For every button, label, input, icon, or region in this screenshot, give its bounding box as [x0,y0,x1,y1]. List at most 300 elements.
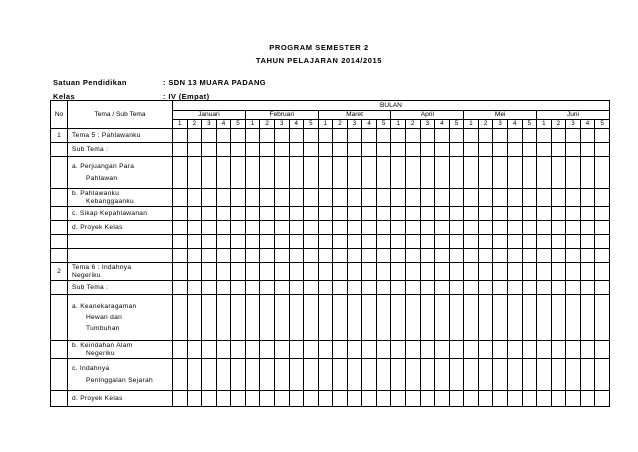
tema-line: a. Perjuangan Para [72,163,135,171]
week-cell [566,341,581,359]
week-cell [347,249,362,263]
row-number: 2 [51,263,68,281]
header-week: 3 [347,120,362,129]
week-cell [391,359,406,391]
week-cell [507,341,522,359]
week-cell [595,249,610,263]
tema-line: c. Indahnya [72,365,110,373]
table-row [51,157,610,189]
week-cell [187,391,202,407]
week-cell [391,281,406,295]
week-cell [507,359,522,391]
week-cell [464,391,479,407]
tema-line: Kebanggaanku [86,197,134,205]
week-cell [216,129,231,143]
week-cell [362,157,377,189]
week-cell [347,341,362,359]
table-row [51,129,610,143]
week-cell [595,143,610,157]
week-cell [333,157,348,189]
week-cell [551,391,566,407]
week-cell [289,129,304,143]
row-number [51,249,68,263]
week-cell [478,341,493,359]
week-cell [260,281,275,295]
row-tema [68,235,173,249]
header-month: Juni [537,111,610,120]
week-cell [537,207,552,221]
week-cell [187,235,202,249]
week-cell [449,207,464,221]
week-cell [551,207,566,221]
row-tema [68,281,173,295]
week-cell [493,359,508,391]
week-cell [522,207,537,221]
week-cell [537,281,552,295]
week-cell [274,249,289,263]
week-cell [245,249,260,263]
header-month: April [391,111,464,120]
week-cell [274,391,289,407]
week-cell [274,157,289,189]
week-cell [231,263,246,281]
week-cell [376,143,391,157]
header-week: 2 [406,120,421,129]
week-cell [420,263,435,281]
tema-line: b. Keindahan Alam [72,342,133,350]
week-cell [187,281,202,295]
week-cell [347,391,362,407]
week-cell [376,157,391,189]
week-cell [245,359,260,391]
week-cell [493,263,508,281]
week-cell [406,391,421,407]
week-cell [478,189,493,207]
week-cell [274,281,289,295]
week-cell [537,221,552,235]
week-cell [231,157,246,189]
week-cell [245,129,260,143]
week-cell [216,359,231,391]
week-cell [333,221,348,235]
week-cell [274,189,289,207]
week-cell [420,189,435,207]
week-cell [493,281,508,295]
week-cell [231,295,246,341]
week-cell [376,129,391,143]
week-cell [318,281,333,295]
week-cell [391,295,406,341]
week-cell [595,263,610,281]
tema-line: a. Keanekaragaman [72,302,137,310]
week-cell [522,295,537,341]
week-cell [580,391,595,407]
week-cell [187,341,202,359]
tema-line: d. Proyek Kelas [72,223,123,231]
week-cell [173,221,188,235]
week-cell [493,249,508,263]
tema-line: Hewan dan [86,313,123,321]
week-cell [595,295,610,341]
week-cell [245,143,260,157]
week-cell [522,189,537,207]
week-cell [478,359,493,391]
week-cell [420,221,435,235]
week-cell [202,391,217,407]
week-cell [202,281,217,295]
week-cell [187,207,202,221]
week-cell [231,129,246,143]
week-cell [537,359,552,391]
week-cell [173,129,188,143]
week-cell [551,249,566,263]
week-cell [318,207,333,221]
week-cell [406,235,421,249]
week-cell [245,207,260,221]
week-cell [333,235,348,249]
week-cell [507,221,522,235]
week-cell [449,143,464,157]
row-number: 1 [51,129,68,143]
week-cell [187,263,202,281]
week-cell [216,391,231,407]
week-cell [318,341,333,359]
week-cell [318,129,333,143]
tema-line: Tumbuhan [86,325,120,333]
week-cell [493,235,508,249]
week-cell [289,391,304,407]
week-cell [173,359,188,391]
tema-line: Negeriku [72,271,101,279]
week-cell [202,263,217,281]
week-cell [173,295,188,341]
week-cell [406,281,421,295]
table-row [51,221,610,235]
header-week: 3 [566,120,581,129]
row-tema [68,157,173,189]
week-cell [289,189,304,207]
document-subtitle: TAHUN PELAJARAN 2014/2015 [255,56,383,65]
row-tema [68,143,173,157]
week-cell [595,359,610,391]
week-cell [231,235,246,249]
row-number [51,221,68,235]
week-cell [216,221,231,235]
row-tema [68,263,173,281]
week-cell [304,189,319,207]
week-cell [566,295,581,341]
tema-line: Negeriku [86,349,115,357]
header-week: 5 [304,120,319,129]
week-cell [551,281,566,295]
week-cell [449,359,464,391]
week-cell [580,359,595,391]
week-cell [478,295,493,341]
week-cell [260,295,275,341]
week-cell [566,189,581,207]
week-cell [449,189,464,207]
week-cell [289,235,304,249]
week-cell [202,249,217,263]
week-cell [347,281,362,295]
week-cell [260,207,275,221]
week-cell [362,207,377,221]
week-cell [376,295,391,341]
week-cell [420,143,435,157]
header-week: 2 [187,120,202,129]
week-cell [420,359,435,391]
table-row [51,391,610,407]
week-cell [595,189,610,207]
week-cell [216,235,231,249]
week-cell [187,189,202,207]
week-cell [362,295,377,341]
header-no: No [51,101,68,129]
week-cell [289,341,304,359]
week-cell [333,207,348,221]
week-cell [537,143,552,157]
week-cell [406,189,421,207]
week-cell [362,341,377,359]
week-cell [406,359,421,391]
week-cell [260,189,275,207]
week-cell [260,359,275,391]
week-cell [202,189,217,207]
week-cell [304,341,319,359]
week-cell [580,263,595,281]
week-cell [493,207,508,221]
week-cell [304,391,319,407]
tema-line: Pahlawan [86,174,118,182]
week-cell [551,157,566,189]
week-cell [507,189,522,207]
week-cell [478,235,493,249]
week-cell [551,295,566,341]
week-cell [595,157,610,189]
week-cell [580,189,595,207]
row-tema [68,189,173,207]
week-cell [318,295,333,341]
week-cell [260,157,275,189]
week-cell [522,281,537,295]
week-cell [595,281,610,295]
header-week: 2 [260,120,275,129]
week-cell [507,391,522,407]
week-cell [391,157,406,189]
week-cell [478,221,493,235]
meta-satuan-pendidikan [53,78,266,87]
week-cell [347,263,362,281]
week-cell [493,391,508,407]
week-cell [420,207,435,221]
week-cell [406,221,421,235]
week-cell [362,189,377,207]
row-tema [68,129,173,143]
header-week: 2 [333,120,348,129]
week-cell [274,129,289,143]
week-cell [449,281,464,295]
row-number [51,207,68,221]
week-cell [216,341,231,359]
header-month: Mei [464,111,537,120]
tema-line: Tema 5 : Pahlawanku [72,131,141,139]
week-cell [435,281,450,295]
row-number [51,341,68,359]
week-cell [464,207,479,221]
table-row [51,359,610,391]
week-cell [376,391,391,407]
week-cell [391,143,406,157]
week-cell [406,143,421,157]
week-cell [420,129,435,143]
week-cell [478,263,493,281]
week-cell [566,221,581,235]
week-cell [449,341,464,359]
week-cell [449,157,464,189]
week-cell [318,221,333,235]
week-cell [449,221,464,235]
week-cell [289,221,304,235]
week-cell [406,207,421,221]
header-week: 4 [216,120,231,129]
week-cell [566,207,581,221]
week-cell [347,129,362,143]
week-cell [537,129,552,143]
week-cell [507,235,522,249]
week-cell [274,295,289,341]
week-cell [478,207,493,221]
week-cell [304,221,319,235]
week-cell [420,235,435,249]
week-cell [391,221,406,235]
week-cell [376,235,391,249]
row-number [51,281,68,295]
week-cell [580,143,595,157]
week-cell [522,391,537,407]
tema-line: c. Sikap Kepahlawanan [72,209,148,217]
week-cell [333,295,348,341]
header-week: 3 [493,120,508,129]
week-cell [347,189,362,207]
week-cell [260,249,275,263]
week-cell [216,189,231,207]
week-cell [347,359,362,391]
week-cell [260,129,275,143]
week-cell [347,235,362,249]
week-cell [580,221,595,235]
week-cell [173,263,188,281]
header-tema: Tema / Sub Tema [68,101,173,129]
week-cell [216,157,231,189]
week-cell [347,157,362,189]
week-cell [435,359,450,391]
week-cell [595,129,610,143]
row-tema [68,341,173,359]
week-cell [595,207,610,221]
week-cell [580,341,595,359]
header-week: 5 [595,120,610,129]
week-cell [566,359,581,391]
week-cell [333,359,348,391]
header-week: 4 [362,120,377,129]
week-cell [551,143,566,157]
header-week: 2 [551,120,566,129]
week-cell [507,263,522,281]
week-cell [449,391,464,407]
row-tema [68,359,173,391]
week-cell [187,249,202,263]
week-cell [478,143,493,157]
header-month: Januari [173,111,246,120]
table-row [51,295,610,341]
header-week: 1 [537,120,552,129]
week-cell [507,295,522,341]
week-cell [551,359,566,391]
week-cell [464,281,479,295]
week-cell [274,207,289,221]
header-week: 1 [245,120,260,129]
week-cell [507,129,522,143]
week-cell [202,341,217,359]
tema-line: Peninggalan Sejarah [86,376,153,384]
week-cell [493,157,508,189]
week-cell [435,235,450,249]
week-cell [376,207,391,221]
header-week: 4 [289,120,304,129]
week-cell [420,341,435,359]
week-cell [522,359,537,391]
week-cell [362,143,377,157]
week-cell [391,207,406,221]
week-cell [406,295,421,341]
week-cell [304,281,319,295]
week-cell [435,249,450,263]
table-row [51,341,610,359]
week-cell [333,143,348,157]
week-cell [522,263,537,281]
row-tema [68,249,173,263]
week-cell [537,235,552,249]
week-cell [420,295,435,341]
week-cell [420,157,435,189]
week-cell [391,391,406,407]
week-cell [202,221,217,235]
week-cell [551,235,566,249]
week-cell [391,249,406,263]
week-cell [435,391,450,407]
tema-line: Sub Tema : [72,283,109,291]
week-cell [464,341,479,359]
week-cell [522,341,537,359]
week-cell [537,391,552,407]
week-cell [406,341,421,359]
week-cell [580,157,595,189]
header-bulan: BULAN [173,101,610,111]
week-cell [274,341,289,359]
week-cell [464,189,479,207]
week-cell [406,263,421,281]
week-cell [420,391,435,407]
week-cell [318,157,333,189]
week-cell [347,207,362,221]
week-cell [289,207,304,221]
week-cell [245,341,260,359]
week-cell [304,263,319,281]
week-cell [464,263,479,281]
week-cell [522,235,537,249]
week-cell [537,263,552,281]
week-cell [245,263,260,281]
